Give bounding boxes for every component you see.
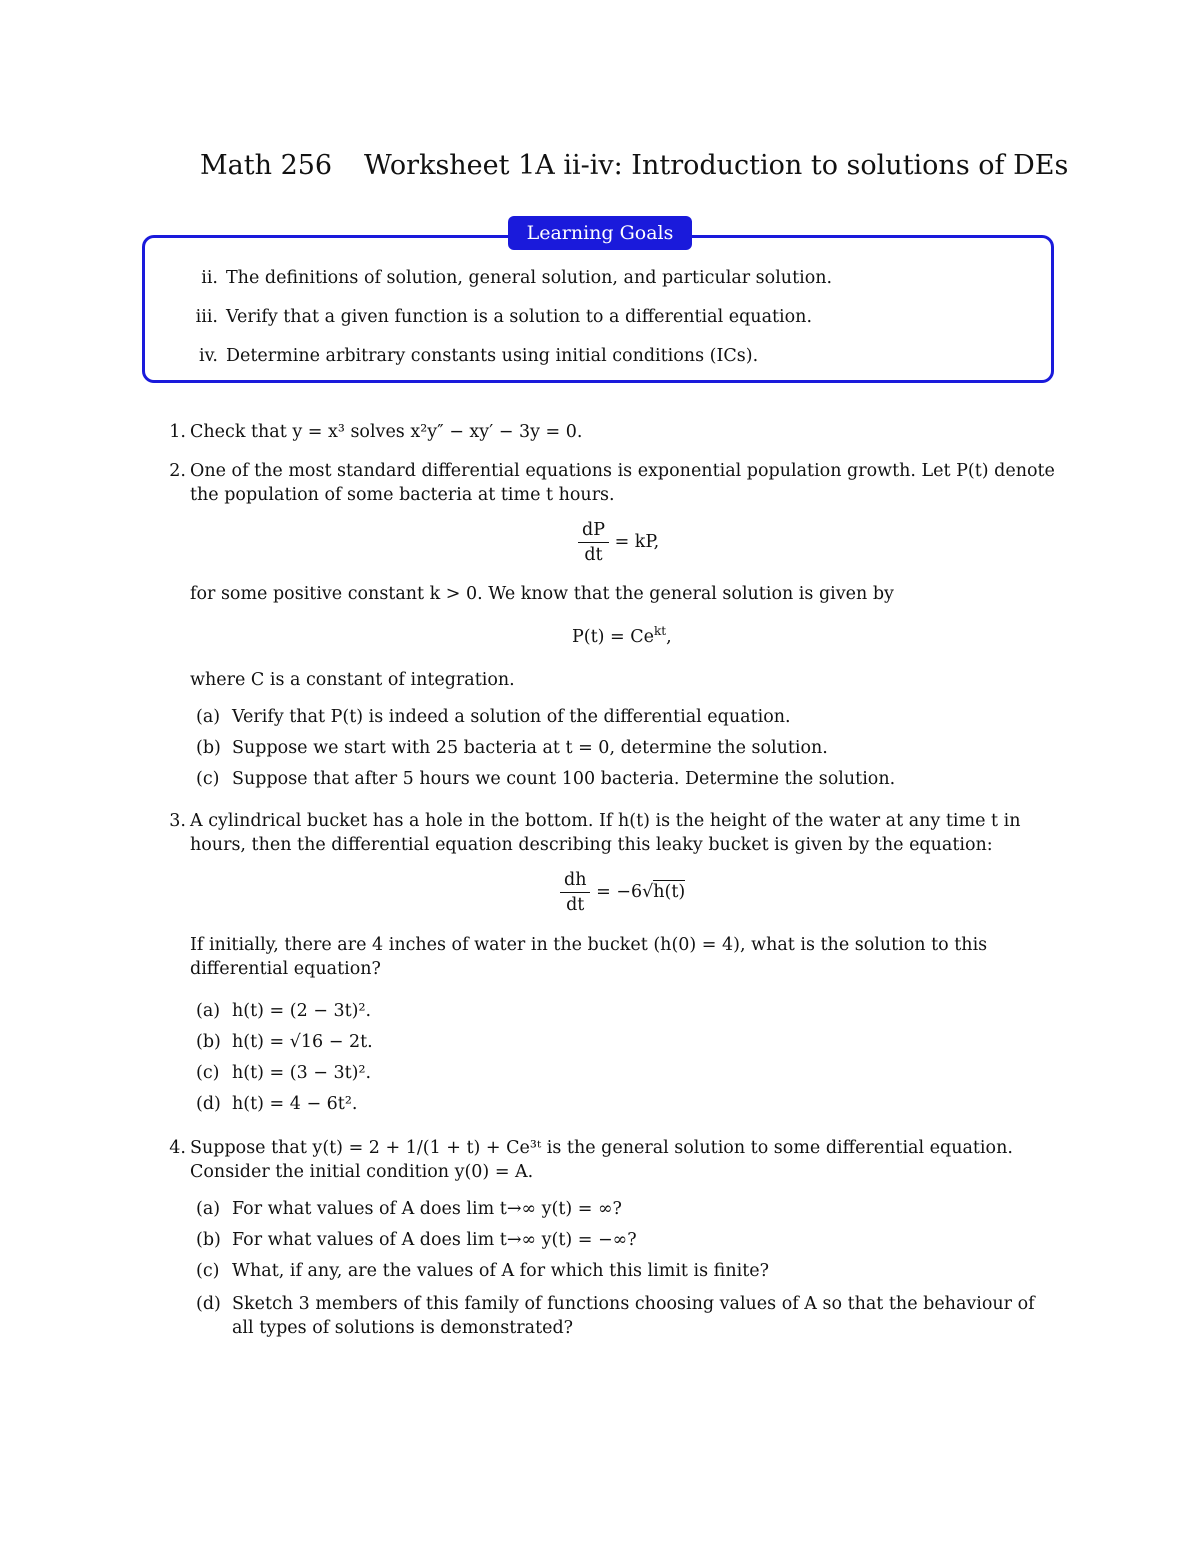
question-number: 2. (169, 461, 186, 481)
sub-question (196, 1199, 622, 1219)
question-text: A cylindrical bucket has a hole in the bottom. If h(t) is the height of the water at any time t in hours, then the differential equation describing this leaky bucket is given by the equation: (190, 811, 1021, 855)
radicand: h(t) (653, 882, 686, 902)
equation-leaky-bucket (560, 870, 685, 915)
sub-question (196, 1230, 637, 1250)
question-number: 1. (169, 422, 186, 442)
question-3 (169, 809, 1060, 857)
goal-text: Determine arbitrary constants using initial conditions (ICs). (226, 346, 759, 366)
question-4 (169, 1136, 1060, 1184)
option-text: h(t) = 4 − 6t². (232, 1094, 358, 1114)
option-text: h(t) = (2 − 3t)². (232, 1001, 372, 1021)
sub-label: (a) (196, 1199, 221, 1219)
equation-general-solution (572, 624, 672, 647)
option-label: (b) (196, 1032, 221, 1052)
question-text: One of the most standard differential equations is exponential population growth. Let P(t) denote the population of some bacteria at time t hours. (190, 461, 1055, 505)
answer-option (196, 1094, 357, 1114)
sub-question (196, 1292, 1060, 1340)
fraction-numerator: dh (560, 870, 590, 893)
sub-text: Suppose we start with 25 bacteria at t = 0, determine the solution. (232, 738, 828, 758)
sub-text: What, if any, are the values of A for which this limit is finite? (232, 1261, 769, 1281)
answer-option (196, 1001, 371, 1021)
goal-number: iv. (199, 346, 218, 366)
paragraph: where C is a constant of integration. (190, 670, 515, 690)
equation-growth (578, 520, 659, 565)
question-number: 3. (169, 811, 186, 831)
goal-text: The definitions of solution, general solution, and particular solution. (226, 268, 833, 288)
option-label: (d) (196, 1094, 221, 1114)
equation-rhs: = −6 (596, 882, 643, 902)
sub-question (196, 1261, 769, 1281)
sub-text: Suppose that after 5 hours we count 100 bacteria. Determine the solution. (232, 769, 896, 789)
sub-label: (a) (196, 707, 221, 727)
sub-text: Verify that P(t) is indeed a solution of the differential equation. (232, 707, 791, 727)
goal-item (160, 268, 832, 288)
sub-question (196, 769, 895, 789)
exponent: kt (654, 624, 667, 638)
question-1 (169, 420, 1060, 444)
worksheet-title: Worksheet 1A ii-iv: Introduction to solutions of DEs (364, 150, 1069, 181)
sub-label: (b) (196, 1230, 221, 1250)
equation-lhs: P(t) = Ce (572, 626, 654, 647)
question-text: Suppose that y(t) = 2 + 1/(1 + t) + Ce³ᵗ is the general solution to some differential equation. Consider the initial condition y(0) = A. (190, 1138, 1013, 1182)
goal-item (160, 307, 812, 327)
equation-rhs: = kP, (614, 532, 660, 552)
fraction-numerator: dP (578, 520, 609, 543)
sub-label: (d) (196, 1294, 221, 1314)
page-title (200, 150, 1069, 181)
paragraph: for some positive constant k > 0. We know that the general solution is given by (190, 584, 894, 604)
question-number: 4. (169, 1138, 186, 1158)
sub-text: Sketch 3 members of this family of functions choosing values of A so that the behaviour of all types of solutions is demonstrated? (232, 1294, 1035, 1338)
course-name: Math 256 (200, 150, 333, 181)
fraction (560, 870, 590, 915)
goal-item (160, 346, 758, 366)
fraction-denominator: dt (584, 545, 603, 565)
fraction (578, 520, 609, 565)
sub-text: For what values of A does lim t→∞ y(t) = −∞? (232, 1230, 637, 1250)
fraction-denominator: dt (566, 895, 585, 915)
option-text: h(t) = √16 − 2t. (232, 1032, 373, 1052)
sub-question (196, 707, 791, 727)
sub-label: (c) (196, 769, 220, 789)
sqrt-symbol: √ (642, 882, 654, 902)
option-label: (a) (196, 1001, 221, 1021)
question-2 (169, 459, 1060, 507)
sub-label: (b) (196, 738, 221, 758)
goal-number: iii. (195, 307, 218, 327)
paragraph: If initially, there are 4 inches of water in the bucket (h(0) = 4), what is the solution to this differential equation? (190, 935, 988, 979)
learning-goals-tab: Learning Goals (508, 216, 692, 250)
answer-option (196, 1032, 373, 1052)
sub-text: For what values of A does lim t→∞ y(t) = ∞? (232, 1199, 622, 1219)
question-text: Check that y = x³ solves x²y″ − xy′ − 3y = 0. (190, 422, 583, 442)
sub-question (196, 738, 828, 758)
goal-text: Verify that a given function is a solution to a differential equation. (226, 307, 813, 327)
goal-number: ii. (201, 268, 218, 288)
equation-tail: , (666, 626, 672, 647)
option-label: (c) (196, 1063, 220, 1083)
answer-option (196, 1063, 371, 1083)
option-text: h(t) = (3 − 3t)². (232, 1063, 372, 1083)
sub-label: (c) (196, 1261, 220, 1281)
